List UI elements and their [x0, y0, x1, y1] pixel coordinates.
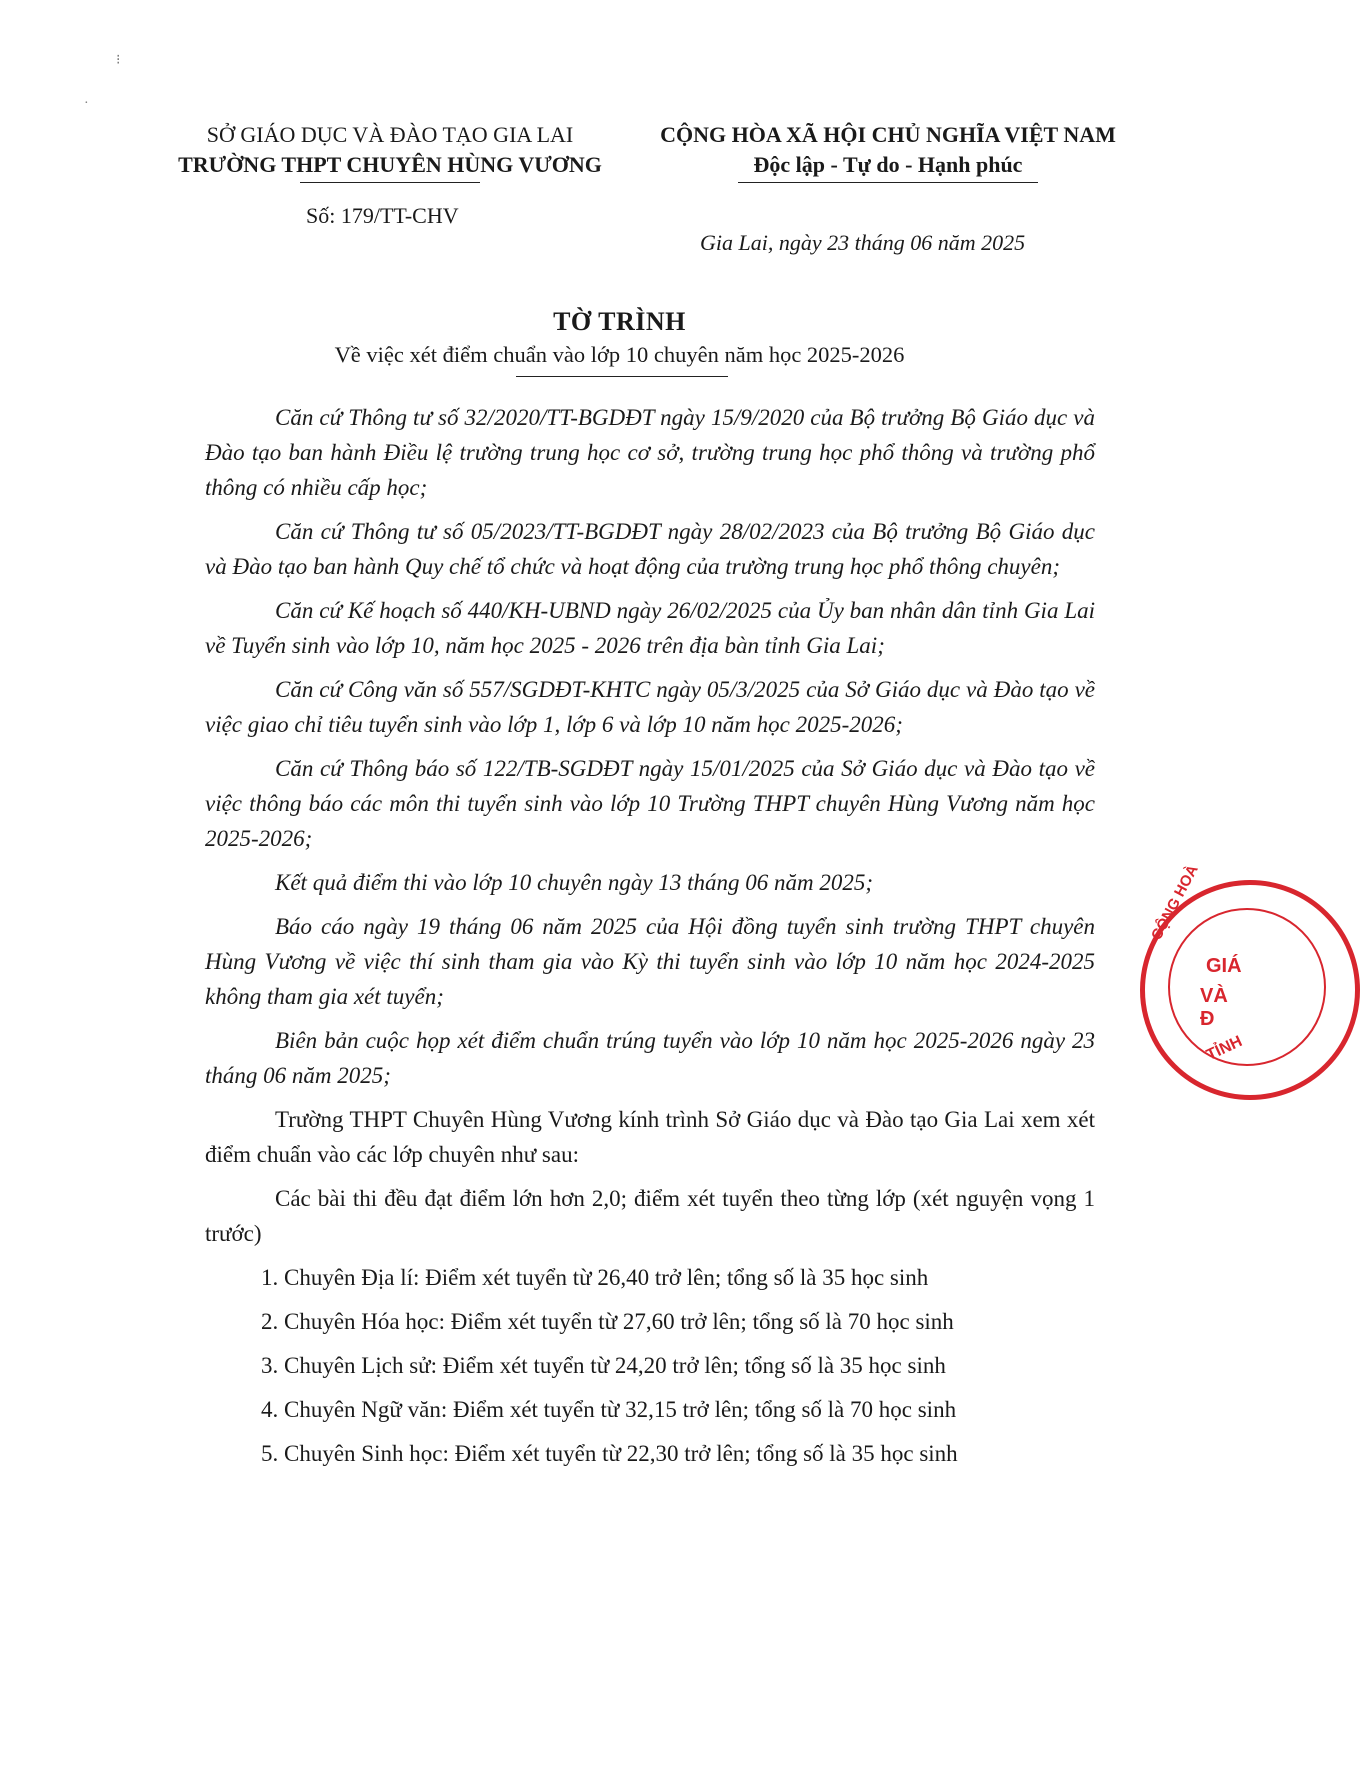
- legal-basis-paragraph: Báo cáo ngày 19 tháng 06 năm 2025 của Hội đồng tuyển sinh trường THPT chuyên Hùng Vương về việc thí sinh tham gia vào Kỳ thi tuyển sinh vào lớp 10 năm học 2024-2025 không tham gia xét tuyển;: [205, 914, 1095, 1009]
- list-item: 2. Chuyên Hóa học: Điểm xét tuyển từ 27,60 trở lên; tổng số là 70 học sinh: [261, 1309, 954, 1334]
- cutoff-score-list: [205, 1260, 1095, 1471]
- document-number: Số: 179/TT-CHV: [306, 203, 459, 228]
- school-underline: [300, 182, 480, 183]
- scan-speck: ⁝: [116, 53, 121, 68]
- legal-basis-paragraph: Căn cứ Công văn số 557/SGDĐT-KHTC ngày 05/3/2025 của Sở Giáo dục và Đào tạo về việc giao chỉ tiêu tuyển sinh vào lớp 1, lớp 6 và lớp 10 năm học 2025-2026;: [205, 677, 1095, 737]
- legal-basis-paragraph: Căn cứ Thông tư số 05/2023/TT-BGDĐT ngày 28/02/2023 của Bộ trưởng Bộ Giáo dục và Đào tạo ban hành Quy chế tổ chức và hoạt động của trường trung học phổ thông chuyên;: [205, 519, 1095, 579]
- list-item: 3. Chuyên Lịch sử: Điểm xét tuyển từ 24,20 trở lên; tổng số là 35 học sinh: [261, 1353, 946, 1378]
- official-seal-inner-ring: [1168, 908, 1326, 1066]
- legal-basis-paragraph: Biên bản cuộc họp xét điểm chuẩn trúng tuyển vào lớp 10 năm học 2025-2026 ngày 23 tháng 06 năm 2025;: [205, 1028, 1095, 1088]
- seal-text-top: CỘNG HOÀ: [1148, 862, 1202, 943]
- request-paragraph: Trường THPT Chuyên Hùng Vương kính trình Sở Giáo dục và Đào tạo Gia Lai xem xét điểm chuẩn vào các lớp chuyên như sau:: [205, 1107, 1095, 1167]
- nation-name: CỘNG HÒA XÃ HỘI CHỦ NGHĨA VIỆT NAM: [660, 122, 1116, 147]
- list-item: 4. Chuyên Ngữ văn: Điểm xét tuyển từ 32,15 trở lên; tổng số là 70 học sinh: [261, 1397, 957, 1422]
- seal-text-line: VÀ Đ: [1200, 985, 1228, 1030]
- document-body: [205, 400, 1095, 1480]
- department-name: SỞ GIÁO DỤC VÀ ĐÀO TẠO GIA LAI: [206, 122, 574, 147]
- national-motto: Độc lập - Tự do - Hạnh phúc: [753, 152, 1023, 177]
- document-title: TỜ TRÌNH: [553, 307, 686, 336]
- legal-basis-paragraph: Căn cứ Thông tư số 32/2020/TT-BGDĐT ngày 15/9/2020 của Bộ trưởng Bộ Giáo dục và Đào tạo ban hành Điều lệ trường trung học cơ sở, trường trung học phổ thông và trường phổ thông có nhiều cấp học;: [205, 405, 1095, 500]
- motto-underline: [738, 182, 1038, 183]
- legal-basis-paragraph: Kết quả điểm thi vào lớp 10 chuyên ngày 13 tháng 06 năm 2025;: [275, 870, 874, 895]
- subtitle-underline: [516, 376, 728, 377]
- criteria-paragraph: Các bài thi đều đạt điểm lớn hơn 2,0; điểm xét tuyển theo từng lớp (xét nguyện vọng 1 trước): [205, 1186, 1095, 1246]
- document-subtitle: Về việc xét điểm chuẩn vào lớp 10 chuyên năm học 2025-2026: [334, 342, 905, 367]
- seal-text-line: GIÁ: [1206, 955, 1242, 977]
- school-name: TRƯỜNG THPT CHUYÊN HÙNG VƯƠNG: [178, 152, 602, 177]
- list-item: 5. Chuyên Sinh học: Điểm xét tuyển từ 22,30 trở lên; tổng số là 35 học sinh: [261, 1441, 958, 1466]
- seal-text-bottom: TỈNH: [1203, 1032, 1245, 1065]
- list-item: 1. Chuyên Địa lí: Điểm xét tuyển từ 26,40 trở lên; tổng số là 35 học sinh: [261, 1265, 929, 1290]
- scan-speck: ·: [84, 96, 89, 111]
- issuer-header: [150, 120, 630, 183]
- legal-basis-paragraph: Căn cứ Kế hoạch số 440/KH-UBND ngày 26/02/2025 của Ủy ban nhân dân tỉnh Gia Lai về Tuyển sinh vào lớp 10, năm học 2025 - 2026 trên địa bàn tỉnh Gia Lai;: [205, 598, 1095, 658]
- legal-basis-paragraph: Căn cứ Thông báo số 122/TB-SGDĐT ngày 15/01/2025 của Sở Giáo dục và Đào tạo về việc thông báo các môn thi tuyển sinh vào lớp 10 Trường THPT chuyên Hùng Vương năm học 2025-2026;: [205, 756, 1095, 851]
- national-header: [628, 120, 1148, 183]
- place-date: Gia Lai, ngày 23 tháng 06 năm 2025: [700, 230, 1026, 255]
